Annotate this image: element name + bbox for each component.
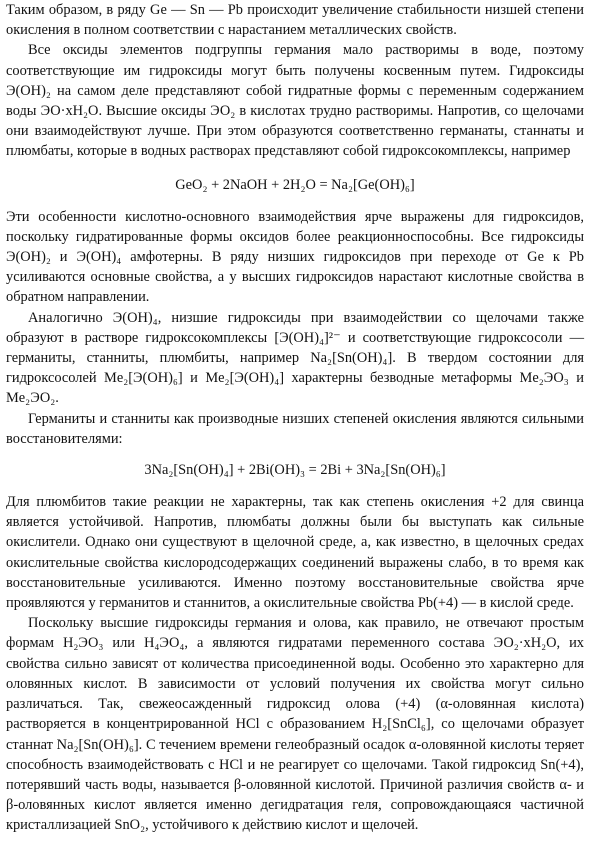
paragraph-4: Аналогично Э(OH)₄, низшие гидроксиды при взаимодействии со щелочами также образуют в растворе гидроксокомплексы [Э(OH)₄]²⁻ и соответствующие гидроксосоли — германиты, станниты, плюмбиты, например Na₂[Sn(OH)₄]. В твердом состоянии для гидроксосолей Me₂[Э(OH)₆] и Me₂[Э(OH)₄] характерны безводные метаформы Me₂ЭО₃ и Me₂ЭО₂. [6,309,584,407]
formula-germanate: GeO₂ + 2NaOH + 2H₂O = Na₂[Ge(OH)₆] [175,176,415,193]
paragraph-1: Таким образом, в ряду Ge — Sn — Pb происходит увеличение стабильности низшей степени окисления в полном соответствии с нарастанием металлических свойств. [6,2,584,39]
paragraph-5: Германиты и станниты как производные низших степеней окисления являются сильными восстановителями: [6,410,584,447]
formula-stannite-reduction: 3Na₂[Sn(OH)₄] + 2Bi(OH)₃ = 2Bi + 3Na₂[Sn(OH)₆] [144,462,446,479]
paragraph-7: Поскольку высшие гидроксиды германия и олова, как правило, не отвечают простым формам H₂ЭО₃ или H₄ЭО₄, а являются гидратами переменного состава ЭО₂·xH₂O, их свойства сильно зависят от количества присоединенной воды. Особенно это характерно для оловянных кислот. В зависимости от условий получения их свойства могут сильно различаться. Так, свежеосажденный гидроксид олова (+4) (α-оловянная кислота) растворяется в концентрированной HCl с образованием H₂[SnCl₆], со щелочами образует станнат Na₂[Sn(OH)₆]. С течением времени гелеобразный осадок α-оловянной кислоты теряет способность взаимодействовать с HCl и не реагирует со щелочами. Такой гидроксид Sn(+4), потерявший часть воды, называется β-оловянной кислотой. Причиной различия свойств α- и β-оловянных кислот является именно дегидратация геля, сопровождающаяся частичной кристаллизацией SnO₂, устойчивого к действию кислот и щелочей. [6,615,584,834]
paragraph-2: Все оксиды элементов подгруппы германия мало растворимы в воде, поэтому соответствующие им гидроксиды могут быть получены косвенным путем. Гидроксиды Э(OH)₂ на самом деле представляют собой гидратные формы с переменным содержанием воды ЭО·xH₂O. Высшие оксиды ЭО₂ в кислотах трудно растворимы. Напротив, со щелочами они взаимодействуют лучше. При этом образуются соответственно германаты, станнаты и плюмбаты, которые в водных растворах представляют собой гидроксокомплексы, например [6,42,584,160]
paragraph-3: Эти особенности кислотно-основного взаимодействия ярче выражены для гидроксидов, поскольку гидратированные формы оксидов более реакционноспособны. Все гидроксиды Э(OH)₂ и Э(OH)₄ амфотерны. В ряду низших гидроксидов при переходе от Ge к Pb усиливаются основные свойства, а у высших гидроксидов нарастают кислотные свойства в обратном направлении. [6,208,584,306]
paragraph-6: Для плюмбитов такие реакции не характерны, так как степень окисления +2 для свинца является устойчивой. Напротив, плюмбаты должны были бы выступать как сильные окислители. Однако они существуют в щелочной среде, а, как известно, в щелочных средах окислительные свойства кислородсодержащих соединений выражены слабо, в то время как восстановительные усиливаются. Именно поэтому восстановительные свойства ярче проявляются у германитов и станнитов, а окислительные свойства Pb(+4) — в кислой среде. [6,494,584,612]
